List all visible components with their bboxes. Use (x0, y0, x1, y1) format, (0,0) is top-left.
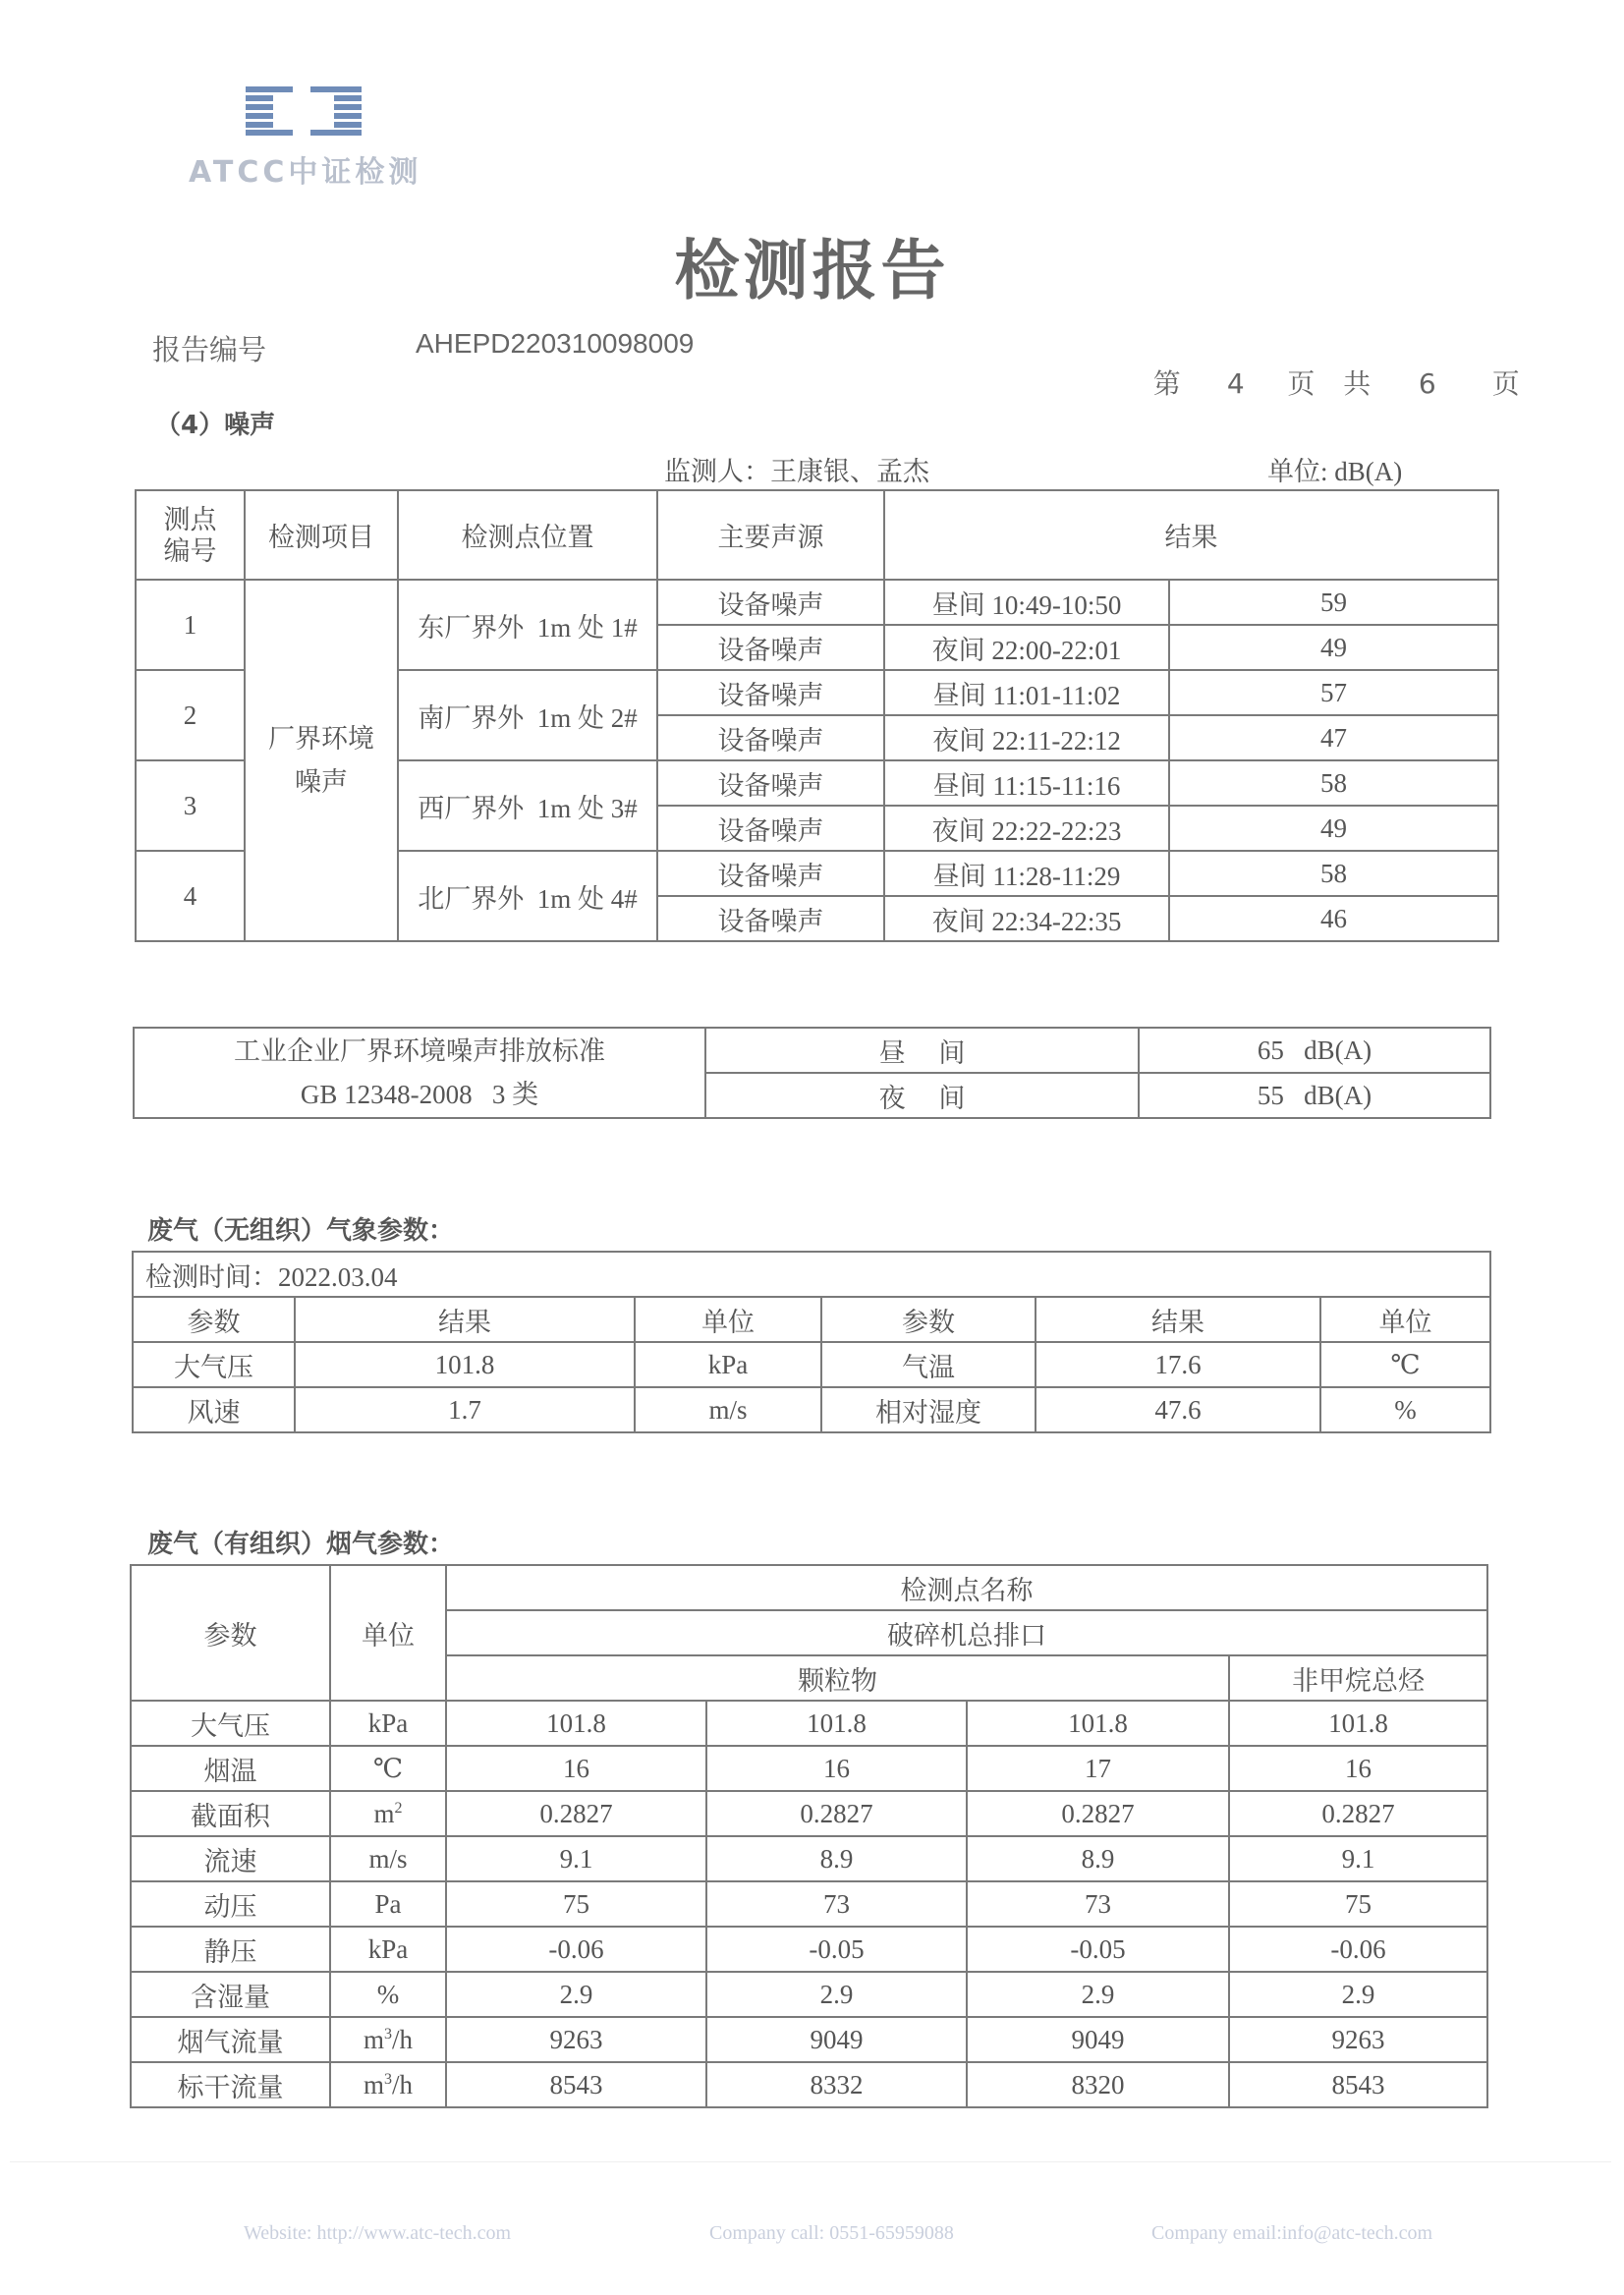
flue-unit (330, 2017, 446, 2062)
flue-value: 2.9 (706, 1972, 967, 2017)
flue-value: 75 (446, 1881, 706, 1927)
noise-table (135, 489, 1499, 942)
table-row (131, 2017, 1487, 2062)
flue-unit-exponent: 2 (394, 1799, 403, 1817)
atcc-logo-icon (246, 86, 362, 136)
standard-name-line1: 工业企业厂界环境噪声排放标准 (234, 1036, 605, 1066)
noise-period: 夜间 22:34-22:35 (884, 896, 1169, 941)
meteo-cell: kPa (635, 1342, 821, 1387)
flue-value: 9049 (706, 2017, 967, 2062)
flue-unit-tail: /h (392, 2069, 414, 2099)
noise-value: 49 (1169, 806, 1498, 851)
noise-value: 58 (1169, 760, 1498, 806)
footer-phone: Company call: 0551-65959088 (709, 2222, 954, 2244)
meteo-cell: ℃ (1320, 1342, 1490, 1387)
noise-value: 57 (1169, 670, 1498, 715)
table-row (131, 1836, 1487, 1881)
header-point: 破碎机总排口 (446, 1610, 1487, 1655)
footer-divider (10, 2161, 1611, 2162)
flue-value: 16 (446, 1746, 706, 1791)
noise-source: 设备噪声 (657, 715, 884, 760)
flue-value: 73 (967, 1881, 1229, 1927)
header-point-id-line1: 测点 (163, 504, 217, 534)
flue-unit-tail: /h (392, 2024, 414, 2054)
point-id: 4 (136, 851, 245, 941)
noise-header-row (136, 490, 1498, 580)
flue-unit: kPa (330, 1701, 446, 1746)
meteo-cell: 大气压 (133, 1342, 295, 1387)
noise-period: 昼间 11:28-11:29 (884, 851, 1169, 896)
noise-item-line2: 噪声 (295, 767, 348, 797)
flue-unit-exponent: 3 (384, 2070, 392, 2088)
standard-name-line2: GB 12348-2008 3 类 (300, 1080, 539, 1109)
flue-unit (330, 1791, 446, 1836)
table-row (133, 1342, 1490, 1387)
header-point-id (136, 490, 245, 580)
flue-value: 101.8 (446, 1701, 706, 1746)
flue-value: 9049 (967, 2017, 1229, 2062)
meteo-cell: 47.6 (1036, 1387, 1320, 1432)
report-number: AHEPD220310098009 (416, 328, 695, 359)
meteo-cell: 风速 (133, 1387, 295, 1432)
flue-unit: kPa (330, 1927, 446, 1972)
flue-value: -0.05 (967, 1927, 1229, 1972)
flue-table (130, 1564, 1488, 2108)
flue-value: 101.8 (1229, 1701, 1487, 1746)
header-nmhc: 非甲烷总烃 (1229, 1655, 1487, 1701)
noise-period: 昼间 11:01-11:02 (884, 670, 1169, 715)
flue-param: 烟温 (131, 1746, 330, 1791)
flue-unit-base: m (363, 2069, 384, 2099)
footer-website: Website: http://www.atc-tech.com (244, 2222, 512, 2244)
noise-source: 设备噪声 (657, 806, 884, 851)
meteo-cell: m/s (635, 1387, 821, 1432)
page-indicator (1120, 330, 1540, 402)
noise-source: 设备噪声 (657, 670, 884, 715)
flue-value: -0.05 (706, 1927, 967, 1972)
standard-period: 昼 间 (705, 1028, 1139, 1073)
noise-period: 夜间 22:00-22:01 (884, 625, 1169, 670)
header-location: 检测点位置 (398, 490, 657, 580)
point-location: 南厂界外 1m 处 2# (398, 670, 657, 760)
flue-unit-exponent: 3 (384, 2025, 392, 2043)
page-prefix: 第 (1152, 367, 1181, 400)
page-mid: 页 共 (1287, 367, 1372, 400)
point-location: 东厂界外 1m 处 1# (398, 580, 657, 670)
standard-limit: 65 dB(A) (1139, 1028, 1490, 1073)
noise-value: 49 (1169, 625, 1498, 670)
flue-header-row (131, 1565, 1487, 1610)
flue-value: 8320 (967, 2062, 1229, 2107)
standard-name (134, 1028, 705, 1118)
header-item: 检测项目 (245, 490, 398, 580)
noise-period: 夜间 22:22-22:23 (884, 806, 1169, 851)
table-row (133, 1252, 1490, 1297)
header-result: 结果 (884, 490, 1498, 580)
flue-value: 101.8 (967, 1701, 1229, 1746)
flue-param: 大气压 (131, 1701, 330, 1746)
header-unit: 单位 (635, 1297, 821, 1342)
header-result: 结果 (295, 1297, 635, 1342)
table-row (131, 1927, 1487, 1972)
flue-unit-base: m (373, 1798, 395, 1828)
noise-value: 59 (1169, 580, 1498, 625)
flue-unit-base: m (363, 2024, 384, 2054)
flue-value: 101.8 (706, 1701, 967, 1746)
meteo-header-row (133, 1297, 1490, 1342)
table-row (134, 1028, 1490, 1073)
noise-section-title: （4）噪声 (155, 411, 276, 440)
flue-value: 16 (706, 1746, 967, 1791)
flue-value: 9.1 (446, 1836, 706, 1881)
flue-value: 8543 (446, 2062, 706, 2107)
noise-period: 夜间 22:11-22:12 (884, 715, 1169, 760)
table-row (131, 2062, 1487, 2107)
meteo-section-title: 废气（无组织）气象参数： (147, 1216, 455, 1246)
noise-value: 58 (1169, 851, 1498, 896)
noise-period: 昼间 11:15-11:16 (884, 760, 1169, 806)
flue-param: 标干流量 (131, 2062, 330, 2107)
flue-param: 烟气流量 (131, 2017, 330, 2062)
meteo-date: 检测时间：2022.03.04 (133, 1252, 1490, 1297)
flue-value: 16 (1229, 1746, 1487, 1791)
page-current: 4 (1226, 367, 1245, 400)
noise-item (245, 580, 398, 941)
flue-value: 17 (967, 1746, 1229, 1791)
flue-param: 含湿量 (131, 1972, 330, 2017)
noise-period: 昼间 10:49-10:50 (884, 580, 1169, 625)
meteo-table (132, 1251, 1491, 1433)
point-id: 2 (136, 670, 245, 760)
flue-value: 0.2827 (1229, 1791, 1487, 1836)
noise-value: 47 (1169, 715, 1498, 760)
standard-period: 夜 间 (705, 1073, 1139, 1118)
table-row (131, 1791, 1487, 1836)
table-row (136, 580, 1498, 625)
point-id: 3 (136, 760, 245, 851)
footer-email: Company email:info@atc-tech.com (1151, 2222, 1433, 2244)
flue-param: 动压 (131, 1881, 330, 1927)
flue-unit: ℃ (330, 1746, 446, 1791)
header-result: 结果 (1036, 1297, 1320, 1342)
table-row (131, 1972, 1487, 2017)
noise-value: 46 (1169, 896, 1498, 941)
table-row (131, 1746, 1487, 1791)
flue-value: 2.9 (1229, 1972, 1487, 2017)
noise-unit: 单位: dB(A) (1267, 457, 1403, 486)
flue-unit: Pa (330, 1881, 446, 1927)
flue-value: 0.2827 (706, 1791, 967, 1836)
flue-value: 8543 (1229, 2062, 1487, 2107)
table-row (131, 1701, 1487, 1746)
header-param: 参数 (131, 1565, 330, 1701)
noise-source: 设备噪声 (657, 625, 884, 670)
flue-value: 8.9 (967, 1836, 1229, 1881)
noise-source: 设备噪声 (657, 851, 884, 896)
flue-value: -0.06 (1229, 1927, 1487, 1972)
standard-limit: 55 dB(A) (1139, 1073, 1490, 1118)
table-row (133, 1387, 1490, 1432)
header-param: 参数 (133, 1297, 295, 1342)
flue-value: 2.9 (967, 1972, 1229, 2017)
flue-unit: % (330, 1972, 446, 2017)
flue-unit (330, 2062, 446, 2107)
flue-value: 73 (706, 1881, 967, 1927)
point-id: 1 (136, 580, 245, 670)
header-param: 参数 (821, 1297, 1036, 1342)
report-number-label: 报告编号 (152, 333, 267, 366)
header-point-id-line2: 编号 (163, 535, 217, 566)
flue-value: -0.06 (446, 1927, 706, 1972)
meteo-cell: 101.8 (295, 1342, 635, 1387)
header-source: 主要声源 (657, 490, 884, 580)
noise-monitor: 监测人：王康银、孟杰 (664, 457, 929, 486)
meteo-cell: % (1320, 1387, 1490, 1432)
company-logo-text: ATCC中证检测 (189, 155, 422, 190)
table-row (131, 1881, 1487, 1927)
flue-value: 9263 (1229, 2017, 1487, 2062)
flue-unit: m/s (330, 1836, 446, 1881)
point-location: 西厂界外 1m 处 3# (398, 760, 657, 851)
meteo-cell: 1.7 (295, 1387, 635, 1432)
flue-value: 8332 (706, 2062, 967, 2107)
page-title: 检测报告 (674, 233, 950, 308)
point-location: 北厂界外 1m 处 4# (398, 851, 657, 941)
flue-value: 2.9 (446, 1972, 706, 2017)
standard-table (133, 1027, 1491, 1119)
flue-param: 流速 (131, 1836, 330, 1881)
noise-item-line1: 厂界环境 (268, 724, 374, 754)
meteo-cell: 17.6 (1036, 1342, 1320, 1387)
meteo-cell: 气温 (821, 1342, 1036, 1387)
header-unit: 单位 (330, 1565, 446, 1701)
flue-value: 9263 (446, 2017, 706, 2062)
flue-value: 0.2827 (967, 1791, 1229, 1836)
page-total: 6 (1418, 367, 1436, 400)
header-unit: 单位 (1320, 1297, 1490, 1342)
header-point-name: 检测点名称 (446, 1565, 1487, 1610)
header-particulate: 颗粒物 (446, 1655, 1229, 1701)
noise-source: 设备噪声 (657, 580, 884, 625)
meteo-cell: 相对湿度 (821, 1387, 1036, 1432)
flue-section-title: 废气（有组织）烟气参数： (147, 1530, 455, 1559)
flue-param: 静压 (131, 1927, 330, 1972)
page-suffix: 页 (1491, 367, 1520, 400)
flue-value: 0.2827 (446, 1791, 706, 1836)
flue-value: 9.1 (1229, 1836, 1487, 1881)
flue-value: 8.9 (706, 1836, 967, 1881)
noise-source: 设备噪声 (657, 896, 884, 941)
flue-param: 截面积 (131, 1791, 330, 1836)
noise-source: 设备噪声 (657, 760, 884, 806)
flue-value: 75 (1229, 1881, 1487, 1927)
